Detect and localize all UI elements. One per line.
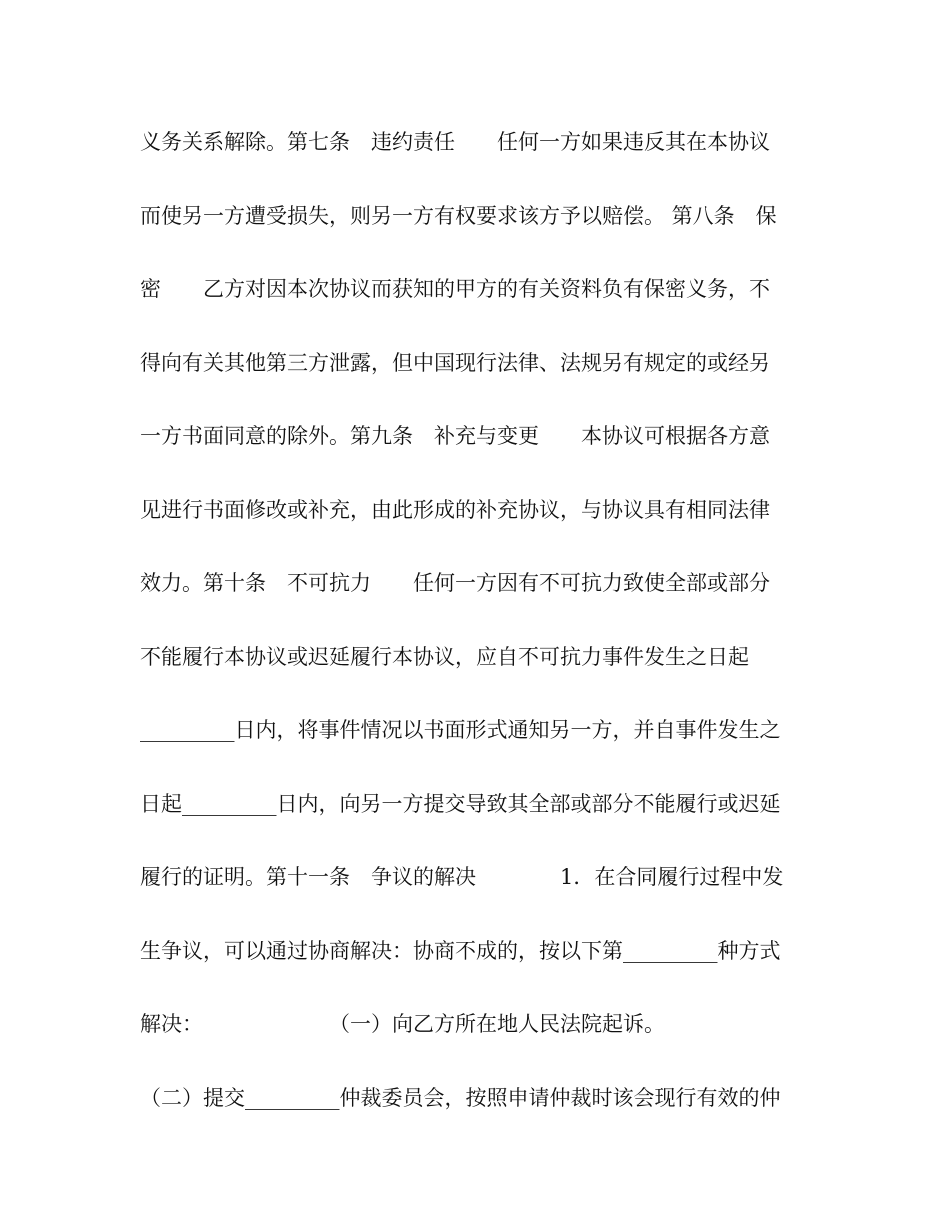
text-line: 解决： （一）向乙方所在地人民法院起诉。 [140, 1012, 665, 1036]
text-line: 效力。第十条 不可抗力 任何一方因有不可抗力致使全部或部分 [140, 571, 770, 595]
text-line: 日起_________日内，向另一方提交导致其全部或部分不能履行或迟延 [140, 791, 781, 816]
text-line: 不能履行本协议或迟延履行本协议，应自不可抗力事件发生之日起 [140, 644, 749, 669]
text-line: 密 乙方对因本次协议而获知的甲方的有关资料负有保密义务，不 [140, 277, 770, 301]
text-line: _________日内，将事件情况以书面形式通知另一方，并自事件发生之 [140, 718, 781, 742]
body-text [140, 120, 820, 1149]
text-line: 而使另一方遭受损失，则另一方有权要求该方予以赔偿。 第八条 保 [140, 203, 777, 228]
text-line: 义务关系解除。第七条 违约责任 任何一方如果违反其在本协议 [140, 130, 770, 154]
text-line: 履行的证明。第十一条 争议的解决 1．在合同履行过程中发 [140, 865, 784, 889]
text-line: 得向有关其他第三方泄露，但中国现行法律、法规另有规定的或经另 [140, 350, 770, 375]
text-line: 一方书面同意的除外。第九条 补充与变更 本协议可根据各方意 [140, 424, 770, 448]
text-line: 见进行书面修改或补充，由此形成的补充协议，与协议具有相同法律 [140, 497, 770, 522]
text-line: 生争议，可以通过协商解决：协商不成的，按以下第_________种方式 [140, 938, 781, 963]
text-line: （二）提交_________仲裁委员会，按照申请仲裁时该会现行有效的仲 [140, 1085, 781, 1110]
